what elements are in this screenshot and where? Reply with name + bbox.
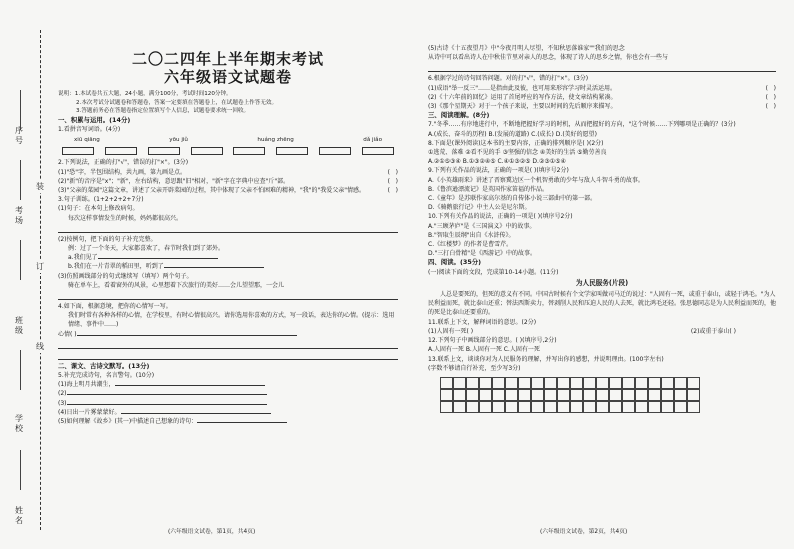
question-item: (1)句子：在本句上修改病句。 (58, 205, 139, 213)
grid-cell[interactable] (687, 401, 701, 414)
grid-cell[interactable] (492, 377, 506, 390)
question-item: (字数不够请自行补充，至少写3分) (428, 364, 521, 372)
grid-cell[interactable] (479, 389, 493, 402)
question-item (58, 262, 398, 271)
section-heading: 二、课文、古诗文默写。(13分) (58, 361, 150, 370)
passage-text: 人总是要死的，但死的意义有不同。中国古时候有个文学家叫做司马迁的说过："人固有一死，或重于泰山，或轻于鸿毛。"为人民利益而死，就比泰山还重；替法西斯卖力，替剥削人民和压迫人民的人去死，就比鸿毛还轻。张思德同志是为人民利益而死的，他的死是比泰山还要重的。 (428, 291, 777, 317)
question: 10.下列有关作品的说法，正确的一项是( )(填序号2分) (428, 213, 573, 221)
grid-cell[interactable] (557, 377, 571, 390)
grid-cell[interactable] (466, 401, 480, 414)
question-item: ①逃荒、落难 ②看不见的手 ③坚强的信念 ④美好的生活 ⑤勤劳善良 (428, 149, 607, 157)
question-item: 每次这样事情发生的时候，妈妈都很高兴。 (68, 214, 183, 222)
grid-cell[interactable] (557, 389, 571, 402)
pinyin-item: huáng zhēng (257, 137, 294, 144)
answer-box[interactable] (319, 147, 351, 155)
grid-cell[interactable] (492, 401, 506, 414)
grid-cell[interactable] (635, 389, 649, 402)
grid-cell[interactable] (440, 377, 454, 390)
grid-cell[interactable] (635, 377, 649, 390)
page-2 (428, 44, 776, 413)
exam-subtitle: 六年级语文试题卷 (163, 68, 292, 86)
grid-cell[interactable] (674, 389, 688, 402)
answer-line[interactable] (121, 413, 271, 414)
grid-cell[interactable] (544, 377, 558, 390)
grid-cell[interactable] (479, 377, 493, 390)
question-text: (1)"恐"字，半包围结构，共九画，第九画是点。 (58, 168, 187, 176)
grid-cell[interactable] (570, 377, 584, 390)
answer-line[interactable] (428, 63, 776, 72)
pinyin-item: xiū qiāng (74, 137, 100, 144)
grid-cell[interactable] (596, 389, 610, 402)
question-item: 从诗中可以看出诗人在中秋佳节里对亲人的思念，体现了诗人的思乡之情，你也会有一些与 (428, 54, 669, 62)
question: 5.补充完成诗句，名言警句。(10分) (58, 372, 155, 380)
answer-line[interactable] (58, 351, 398, 360)
note-line: 3.答题前务必在答题卷指定位置填写个人信息，试题卷要求统一回收。 (76, 108, 250, 115)
grid-cell[interactable] (505, 377, 519, 390)
question: 7."冬季……有序地进行中，不断地把握好学习的时机，从而把握好的方向，"这个时候……下列哪项是正确的？(3分) (428, 121, 736, 129)
answer-box[interactable] (233, 147, 265, 155)
exam-notes (58, 90, 398, 116)
question-text: (2)或重于泰山( ) (690, 327, 736, 335)
grid-cell[interactable] (583, 389, 597, 402)
grid-cell[interactable] (557, 401, 571, 414)
section-heading: 一、积累与运用。(14分) (58, 115, 131, 124)
question-text: a.我们见了 (68, 254, 98, 262)
question-text: b.我们在一片青翠的稻田里，听到了 (68, 263, 164, 271)
pinyin-item: dǎ jiǎo (363, 137, 382, 144)
grid-cell[interactable] (518, 377, 532, 390)
exam-title: 二〇二四年上半年期末考试 (131, 50, 324, 68)
grid-cell[interactable] (583, 401, 597, 414)
grid-cell[interactable] (479, 401, 493, 414)
question: 6.根据学过的诗句回答问题。对的打"√"，错的打"×"。(3分) (428, 75, 589, 83)
grid-cell[interactable] (661, 401, 675, 414)
question-text: (2) (58, 390, 67, 398)
name-line (20, 450, 21, 490)
question-text: (2)《十六年前的回忆》运用了首尾呼应的写作方法，使文章结构紧凑。 (428, 93, 617, 101)
grid-cell[interactable] (609, 389, 623, 402)
question-item: (2)按例句，把下面的句子补充完整。 (58, 235, 157, 243)
page-1 (58, 40, 398, 426)
answer-boxes (58, 147, 398, 155)
answer-box[interactable] (148, 147, 180, 155)
grid-cell[interactable] (453, 401, 467, 414)
question-text: (3) (58, 399, 67, 407)
label-school: 学校 (15, 414, 23, 433)
question-item: ( ) (2)"新"的音序是"x"；"新"，左右结构，意思跟"旧"相对，"新"字在字典中应查"斤"部。 (58, 177, 398, 185)
grid-cell[interactable] (596, 401, 610, 414)
option: D."三打白骨精"是《西游记》中的故事。 (428, 250, 537, 258)
pinyin-item: yōu jiǔ (169, 137, 188, 144)
question-text: (1)成语"举一反三"……是指由此及彼，也可用来形容学习时灵活运用。 (428, 84, 617, 92)
question: 12.下列句子中画线部分的意思。( )(填序号,2分) (428, 337, 557, 345)
answer-box[interactable] (362, 147, 394, 155)
grid-cell[interactable] (687, 377, 701, 390)
answer-box[interactable] (62, 147, 94, 155)
question-item: (3)仿照画线部分的句式继续写（填写）两个句子。 (58, 272, 193, 280)
question-text: (3)《那个星期天》对于一个孩子来说，主要以时间的先后顺序来描写。 (428, 103, 617, 111)
section-heading: 四、阅读。(35分) (428, 258, 482, 267)
grid-cell[interactable] (648, 377, 662, 390)
question: (一)阅读下面的文段，完成第10-14小题。(11分) (428, 268, 559, 276)
section-heading: 三、阅读理解。(8分) (428, 111, 490, 120)
binding-margin (6, 30, 50, 530)
question-item: ( ) (2)《十六年前的回忆》运用了首尾呼应的写作方法，使文章结构紧凑。 (428, 93, 776, 101)
grid-cell[interactable] (635, 401, 649, 414)
grid-cell[interactable] (622, 389, 636, 402)
question-text: (3)"父亲的菜园"这篇文章，讲述了父亲开辟菜园的过程，其中体现了父亲不怕困难的精神，"我"的"我爱父亲"情感。 (58, 187, 366, 194)
options: A.(成长、奋斗的历程) B.(发展的道路) C.(成长) D.(美好的愿望) (428, 130, 598, 138)
question: 3.句子训练。(1+2+2+2+7分) (58, 196, 144, 204)
question-item: ( ) (3)"父亲的菜园"这篇文章，讲述了父亲开辟菜园的过程，其中体现了父亲不怕困难的精神，"我"的"我爱父亲"情感。 (58, 187, 398, 194)
grid-cell[interactable] (518, 401, 532, 414)
label-seat-number: 序号 (15, 126, 23, 145)
grid-cell[interactable] (570, 401, 584, 414)
grid-cell[interactable] (531, 377, 545, 390)
question: 13.联系上文，谈谈你对为人民服务的理解，并写出你的感想，并说明理由。(100字左右) (428, 355, 664, 363)
grid-cell[interactable] (440, 401, 454, 414)
grid-cell[interactable] (674, 401, 688, 414)
option: A.《小英雄雨来》讲述了晋察冀边区一个机智勇敢的少年与敌人斗智斗勇的故事。 (428, 176, 644, 184)
writing-grid[interactable] (440, 377, 776, 413)
answer-box[interactable] (105, 147, 137, 155)
grid-cell[interactable] (453, 377, 467, 390)
question-item (58, 399, 398, 408)
grid-cell[interactable] (505, 401, 519, 414)
question-item (58, 380, 398, 389)
seal-char: 线 (36, 342, 44, 351)
grid-cell[interactable] (583, 377, 597, 390)
grid-cell[interactable] (466, 377, 480, 390)
page-footer: (六年级语文试卷，第2页，共4页) (540, 529, 628, 535)
school-line (20, 350, 21, 390)
option: B."智取生辰纲"出自《水浒传》。 (428, 231, 515, 239)
answer-line[interactable] (58, 291, 398, 300)
answer-box[interactable] (191, 147, 223, 155)
question-item (58, 408, 398, 417)
answer-line[interactable] (77, 335, 297, 336)
question-text: (1)海上明月共潮生， (58, 381, 115, 389)
question-item: 骑在单车上，看着窗外的风景，心里想着下次旅行的美好……会儿望望那，一会儿 (68, 281, 285, 289)
label-class: 班级 (15, 316, 23, 335)
question-item (58, 417, 398, 426)
question-item: ( ) (1)成语"举一反三"……是指由此及彼，也可用来形容学习时灵活运用。 (428, 84, 776, 92)
options: A.人固有一死 B.人固有一死 C.人固有一死 (428, 346, 540, 354)
option: A."三顾茅庐"是《三国演义》中的故事。 (428, 222, 536, 230)
grid-cell[interactable] (531, 389, 545, 402)
question-text: 心情( ) (58, 330, 77, 338)
grid-cell[interactable] (609, 401, 623, 414)
seat-number-line (20, 90, 21, 130)
class-line (20, 240, 21, 280)
label-name: 姓名 (15, 506, 23, 525)
grid-cell[interactable] (440, 389, 454, 402)
page-footer: (六年级语文试卷，第1页，共4页) (168, 529, 256, 535)
grid-cell[interactable] (674, 377, 688, 390)
question-item: ( ) (3)《那个星期天》对于一个孩子来说，主要以时间的先后顺序来描写。 (428, 103, 776, 111)
question: 8.下面是(课外阅读)这本书的主要内容，正确的排列顺序是( )(2分) (428, 139, 604, 147)
pinyin-row (58, 136, 398, 145)
answer-line[interactable] (58, 340, 398, 349)
grid-cell[interactable] (622, 377, 636, 390)
grid-cell[interactable] (609, 377, 623, 390)
question-text: (4)日出一片雾蒙蒙好。 (58, 408, 121, 416)
question-text: (1)人固有一死( ) (428, 327, 474, 335)
grid-cell[interactable] (661, 389, 675, 402)
option: D.《骑鹅旅行记》中主人公是尼尔斯。 (428, 204, 531, 212)
question-item (58, 389, 398, 398)
question-item (58, 253, 398, 262)
question-item (428, 327, 776, 336)
options: A.②①⑤③④ B.①③②④⑤ C.④①③②⑤ D.②③①⑤④ (428, 158, 566, 166)
grid-cell[interactable] (661, 377, 675, 390)
question: 4.如下面，根据意境，把你的心情写一写。 (58, 303, 172, 311)
answer-box[interactable] (276, 147, 308, 155)
grid-cell[interactable] (596, 377, 610, 390)
answer-line[interactable] (98, 258, 218, 259)
question: 11.联系上下文，解释词语的意思。(2分) (428, 318, 537, 326)
question-item (58, 330, 398, 339)
answer-line[interactable] (164, 267, 264, 268)
grid-cell[interactable] (687, 389, 701, 402)
question-item: 我们时常有各种各样的心情，在学校里，有时心情很高兴。请你选用你喜欢的方式，写一段话，表达你的心情。(提示：选用情绪、事件中……) (68, 312, 395, 329)
grid-cell[interactable] (505, 389, 519, 402)
question: 1.看拼音写词语。(4分) (58, 125, 121, 133)
question-text: (2)"新"的音序是"x"；"新"，左右结构，意思跟"旧"相对，"新"字在字典中应查"斤"部。 (58, 177, 290, 185)
seal-char: 订 (36, 262, 44, 271)
grid-cell[interactable] (531, 401, 545, 414)
passage-title: 为人民服务(片段) (575, 278, 629, 287)
option: B.《鲁滨逊漂流记》是英国作家笛福的作品。 (428, 185, 549, 193)
option: C.《童年》是苏联作家高尔基的自传体小说三部曲中的第一部。 (428, 195, 597, 203)
option: C.《红楼梦》的作者是曹雪芹。 (428, 241, 513, 249)
question-text: (5)如何理解《故乡》(其一)中描述自己想象的诗句： (58, 418, 198, 426)
grid-cell[interactable] (518, 389, 532, 402)
grid-cell[interactable] (570, 389, 584, 402)
label-exam-room: 考场 (15, 206, 23, 225)
grid-cell[interactable] (453, 389, 467, 402)
grid-cell[interactable] (622, 401, 636, 414)
question-item: ( ) (1)"恐"字，半包围结构，共九画，第九画是点。 (58, 168, 398, 176)
answer-line[interactable] (115, 385, 265, 386)
grid-cell[interactable] (466, 389, 480, 402)
question: 9.下列有关作品的说法，正确的一项是( )(填序号2分) (428, 167, 569, 175)
question: 2.下列说法，正确的打"√"，错误的打"×"。(3分) (58, 159, 189, 167)
note-line: 说明：1.本试卷共五大题，24小题，满分100分，考试时间120分钟。 (58, 91, 232, 97)
answer-line[interactable] (58, 224, 398, 233)
seal-line (40, 30, 41, 530)
grid-cell[interactable] (648, 401, 662, 414)
note-line: 2.本次考试分试题卷和答题卷，答案一定要填在答题卷上，在试题卷上作答无效。 (76, 99, 278, 106)
question-item: 例：过了一个冬天，大家都喜欢了，春节时我们到了郊外。 (68, 245, 225, 253)
seal-char: 装 (36, 182, 44, 191)
answer-line[interactable] (67, 404, 267, 405)
grid-cell[interactable] (648, 389, 662, 402)
exam-room-line (20, 160, 21, 200)
answer-line[interactable] (197, 422, 287, 423)
question-item: (5)古诗《十五夜望月》中"今夜月明人尽望，不知秋思落谁家""我们的思念 (428, 45, 625, 52)
grid-cell[interactable] (544, 401, 558, 414)
grid-cell[interactable] (544, 389, 558, 402)
grid-cell[interactable] (492, 389, 506, 402)
answer-line[interactable] (67, 394, 267, 395)
